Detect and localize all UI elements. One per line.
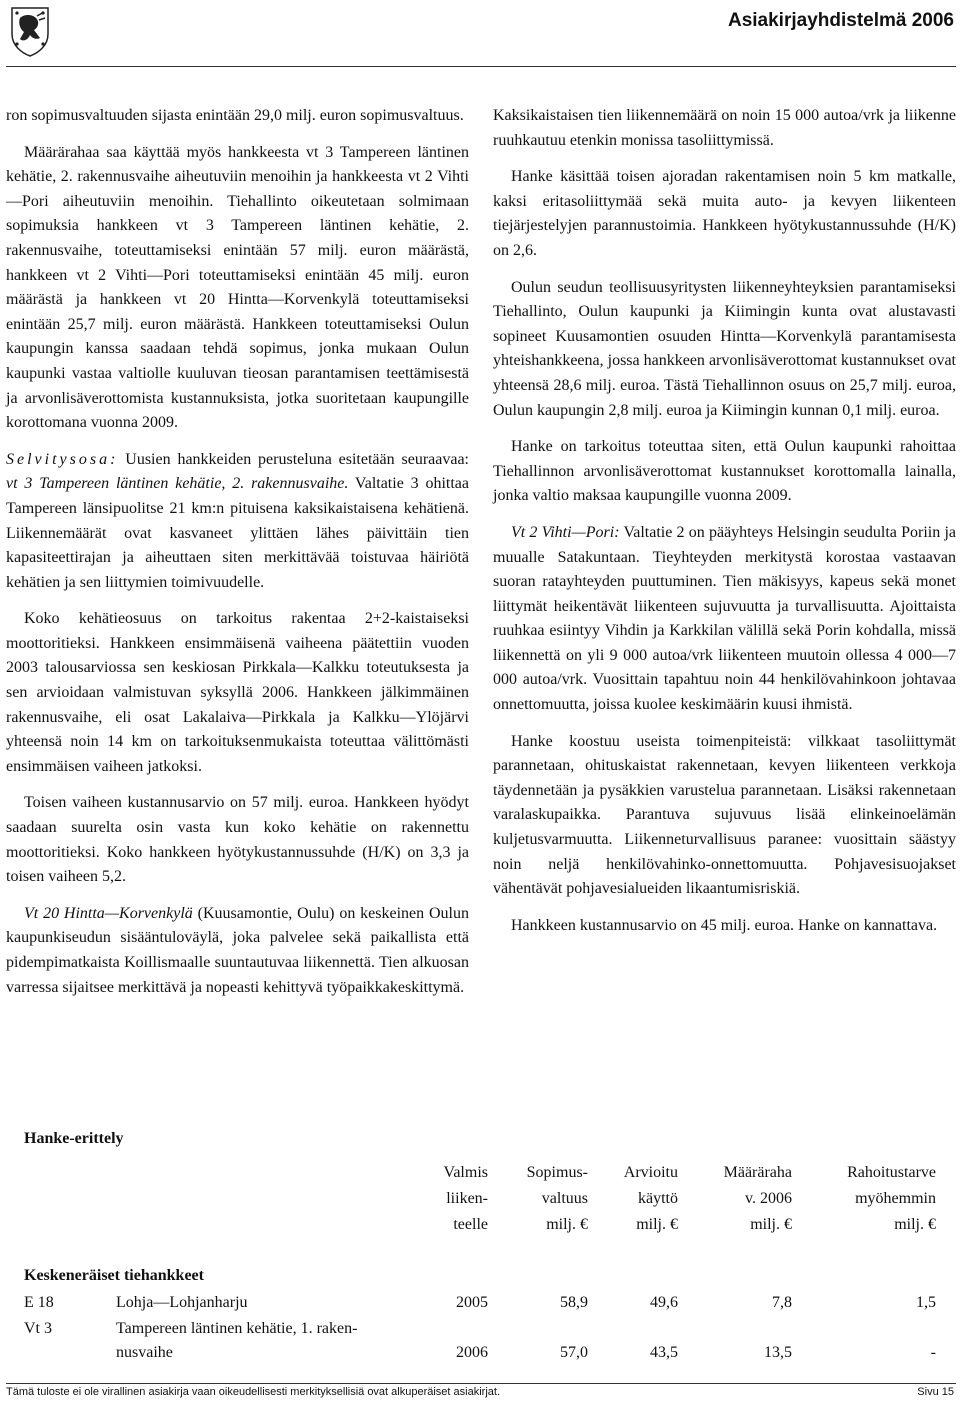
paragraph-text: Uusien hankkeiden perusteluna esitetään seuraavaa: xyxy=(118,450,469,468)
project-name: Tampereen läntinen kehätie, 1. raken- xyxy=(116,1320,358,1337)
column-header-estimate xyxy=(624,1160,678,1238)
road-code: E 18 xyxy=(24,1294,54,1311)
later-need-value: - xyxy=(930,1344,936,1361)
header-line: v. 2006 xyxy=(745,1190,792,1207)
header-line: liiken- xyxy=(446,1190,488,1207)
estimate-value: 49,6 xyxy=(650,1294,678,1311)
paragraph: Hanke on tarkoitus toteuttaa siten, että Oulun kaupunki rahoittaa Tiehallinnon arvonlisäverottomat kustannukset korottomalla lainalla, jonka valtio maksaa kaupungille vuonna 2009. xyxy=(493,438,956,505)
header-line: valtuus xyxy=(541,1190,588,1207)
paragraph-text: Valtatie 3 ohittaa Tampereen länsipuolitse 21 km:n pituisena kaksikaistaisena kehätienä. Liikennemäärät ovat kasvaneet ylittäen lähes päivittäin tien kapasiteettirajan ja aiheuttaen siten merkittävää toistuvaa häiriötä kehätien ja sen liittymien toimivuudelle. xyxy=(6,475,469,591)
header-line: Rahoitustarve xyxy=(847,1164,936,1181)
header-line: milj. € xyxy=(636,1216,678,1233)
page-header xyxy=(0,0,960,70)
project-name-continued: nusvaihe xyxy=(116,1344,173,1361)
paragraph xyxy=(6,448,469,596)
document-title: Asiakirjayhdistelmä 2006 xyxy=(727,10,954,31)
paragraph xyxy=(493,521,956,718)
table-section-title: Keskeneräiset tiehankkeet xyxy=(24,1267,204,1284)
agreement-value: 58,9 xyxy=(560,1294,588,1311)
estimate-value: 43,5 xyxy=(650,1344,678,1361)
header-line: Sopimus- xyxy=(526,1164,588,1181)
paragraph: ron sopimusvaltuuden sijasta enintään 29,0 milj. euron sopimusvaltuus. xyxy=(6,107,464,124)
later-need-value: 1,5 xyxy=(916,1294,936,1311)
header-line: myöhemmin xyxy=(855,1190,936,1207)
right-column xyxy=(493,104,956,950)
appropriation-value: 7,8 xyxy=(772,1294,792,1311)
project-name: Vt 20 Hintta—Korvenkylä xyxy=(24,904,193,922)
table-row xyxy=(24,1291,944,1317)
column-header-later-need xyxy=(847,1160,936,1238)
table-header xyxy=(24,1160,944,1240)
header-line: milj. € xyxy=(894,1216,936,1233)
page-number: Sivu 15 xyxy=(917,1386,954,1398)
column-header-appropriation xyxy=(724,1160,792,1238)
completion-year: 2005 xyxy=(456,1294,488,1311)
project-name: Vt 2 Vihti—Pori: xyxy=(511,523,620,541)
completion-year: 2006 xyxy=(456,1344,488,1361)
header-line: Arvioitu xyxy=(623,1164,678,1181)
project-name: vt 3 Tampereen läntinen kehätie, 2. rakennusvaihe. xyxy=(6,475,349,493)
paragraph xyxy=(6,902,469,1000)
project-name: Lohja—Lohjanharju xyxy=(116,1294,248,1311)
paragraph: Oulun seudun teollisuusyritysten liikenneyhteyksien parantamiseksi Tiehallinto, Oulun kaupunki ja Kiimingin kunta ovat alustavasti sopineet Kuusamontien osuuden Hintta—Korvenkylä parantamisesta yhteishankkeena, jossa hankkeen arvonlisäverottomat kustannukset ovat yhteensä 28,6 milj. euroa. Tästä Tiehallinnon osuus on 25,7 milj. euroa, Oulun kaupungin 2,8 milj. euroa ja Kiimingin kunnan 0,1 milj. euroa. xyxy=(493,278,956,419)
table-row xyxy=(24,1317,944,1367)
footer-divider xyxy=(6,1383,956,1384)
left-column xyxy=(6,104,469,1012)
header-line: Valmis xyxy=(443,1164,488,1181)
column-header-agreement xyxy=(527,1160,588,1238)
paragraph-text: Valtatie 2 on pääyhteys Helsingin seudulta Poriin ja muualle Satakuntaan. Tieyhteyden merkitystä korostaa vastaavan suoran ratayhteyden puuttuminen. Tien mäkisyys, kapeus sekä monet liittymät heikentävät liikenteen sujuvuutta ja turvallisuutta. Ajoittaista ruuhkaa esiintyy Vihdin ja Karkkilan välillä sekä Porin kohdalla, missä liikennettä on yli 9 000 autoa/vrk liikenteen muutoin ollessa 4 000—7 000 autoa/vrk. Vuosittain tapahtuu noin 44 henkilövahinkoon johtavaa onnettomuutta, joissa kuolee keskimäärin kuusi ihmistä. xyxy=(493,523,956,714)
road-code: Vt 3 xyxy=(24,1320,52,1337)
table-title: Hanke-erittely xyxy=(24,1130,124,1147)
column-header-completed xyxy=(444,1160,488,1238)
header-line: käyttö xyxy=(638,1190,678,1207)
paragraph: Hanke koostuu useista toimenpiteistä: vilkkaat tasoliittymät parannetaan, ohituskaistat rakennetaan, kevyen liikenteen verkkoja täydennetään ja pysäkkien varustelua parannetaan. Lisäksi rakennetaan varalaskupaikka. Parantuva sujuvuus lisää elinkeinoelämän kuljetusvarmuutta. Liikenneturvallisuus paranee: vuosittain säästyy noin neljä henkilövahinko-onnettomuutta. Pohjavesisuojakset vähentävät pohjavesialueiden likaantumisriskiä. xyxy=(493,732,956,898)
paragraph: Hankkeen kustannusarvio on 45 milj. euroa. Hanke on kannattava. xyxy=(511,916,938,934)
agreement-value: 57,0 xyxy=(560,1344,588,1361)
paragraph: Kaksikaistaisen tien liikennemäärä on noin 15 000 autoa/vrk ja liikenne ruuhkautuu etenkin monissa tasoliittymissä. xyxy=(493,107,956,149)
coat-of-arms-lion-icon xyxy=(6,4,54,58)
paragraph: Koko kehätieosuus on tarkoitus rakentaa 2+2-kaistaiseksi moottoritieksi. Hankkeen ensimmäisenä vaiheena päätettiin vuoden 2003 talousarviossa sen keskiosan Pirkkala—Kalkku toteutuksesta ja sen arvioidaan valmistuvan syksyllä 2006. Hankkeen jälkimmäinen rakennusvaihe, eli osat Lakalaiva—Pirkkala ja Kalkku—Ylöjärvi yhteensä noin 14 km on tarkoituksenmukaista toteuttaa välittömästi ensimmäisen vaiheen jatkoksi. xyxy=(6,610,469,775)
paragraph: Toisen vaiheen kustannusarvio on 57 milj. euroa. Hankkeen hyödyt saadaan suurelta osin vasta kun koko kehätie on rakennettu moottoritieksi. Koko hankkeen hyötykustannussuhde (H/K) on 3,3 ja toisen vaiheen 5,2. xyxy=(6,794,469,886)
paragraph: Määrärahaa saa käyttää myös hankkeesta vt 3 Tampereen läntinen kehätie, 2. rakennusvaihe aiheutuviin menoihin ja hankkeesta vt 2 Vihti—Pori aiheutuviin menoihin. Tiehallinto oikeutetaan solmimaan sopimuksia hankkeen vt 3 Tampereen läntinen kehätie, 2. rakennusvaihe, toteuttamiseksi enintään 57 milj. euron määrästä, hankkeen vt 2 Vihti—Pori toteuttamiseksi enintään 45 milj. euron määrästä ja hankkeen vt 20 Hintta—Korvenkylä toteuttamiseksi enintään 25,7 milj. euron määrästä. Hankkeen toteuttamiseksi Oulun kaupungin kanssa saadaan tehdä sopimus, jonka mukaan Oulun kaupunki vastaa valtiolle kuuluvan tieosan parantamisen teettämisestä ja arvonlisäverottomista kustannuksista, jotka suoritetaan kaupungille korottomana vuonna 2009. xyxy=(6,143,469,432)
header-line: milj. € xyxy=(750,1216,792,1233)
section-label: Selvitysosa: xyxy=(6,450,119,468)
disclaimer-note: Tämä tuloste ei ole virallinen asiakirja vaan oikeudellisesti merkityksellisiä ovat alkuperäiset asiakirjat. xyxy=(6,1386,500,1398)
appropriation-value: 13,5 xyxy=(764,1344,792,1361)
header-divider xyxy=(6,66,956,67)
header-line: milj. € xyxy=(546,1216,588,1233)
header-line: teelle xyxy=(453,1216,488,1233)
paragraph: Hanke käsittää toisen ajoradan rakentamisen noin 5 km matkalle, kaksi eritasoliittymää sekä muita auto- ja kevyen liikenteen tiejärjestelyjen parannustoimia. Hankkeen hyötykustannussuhde (H/K) on 2,6. xyxy=(493,168,956,259)
header-line: Määräraha xyxy=(723,1164,792,1181)
paragraph-text: (Kuusamontie, Oulu) on keskeinen Oulun kaupunkiseudun sisääntuloväylä, joka palvelee sekä paikallista että pidempimatkaista Koillismaalle suuntautuvaa liikennettä. Tien alkuosan varressa sijaitsee merkittävä ja nopeasti kehittyvä työpaikkakeskittymä. xyxy=(6,904,470,996)
